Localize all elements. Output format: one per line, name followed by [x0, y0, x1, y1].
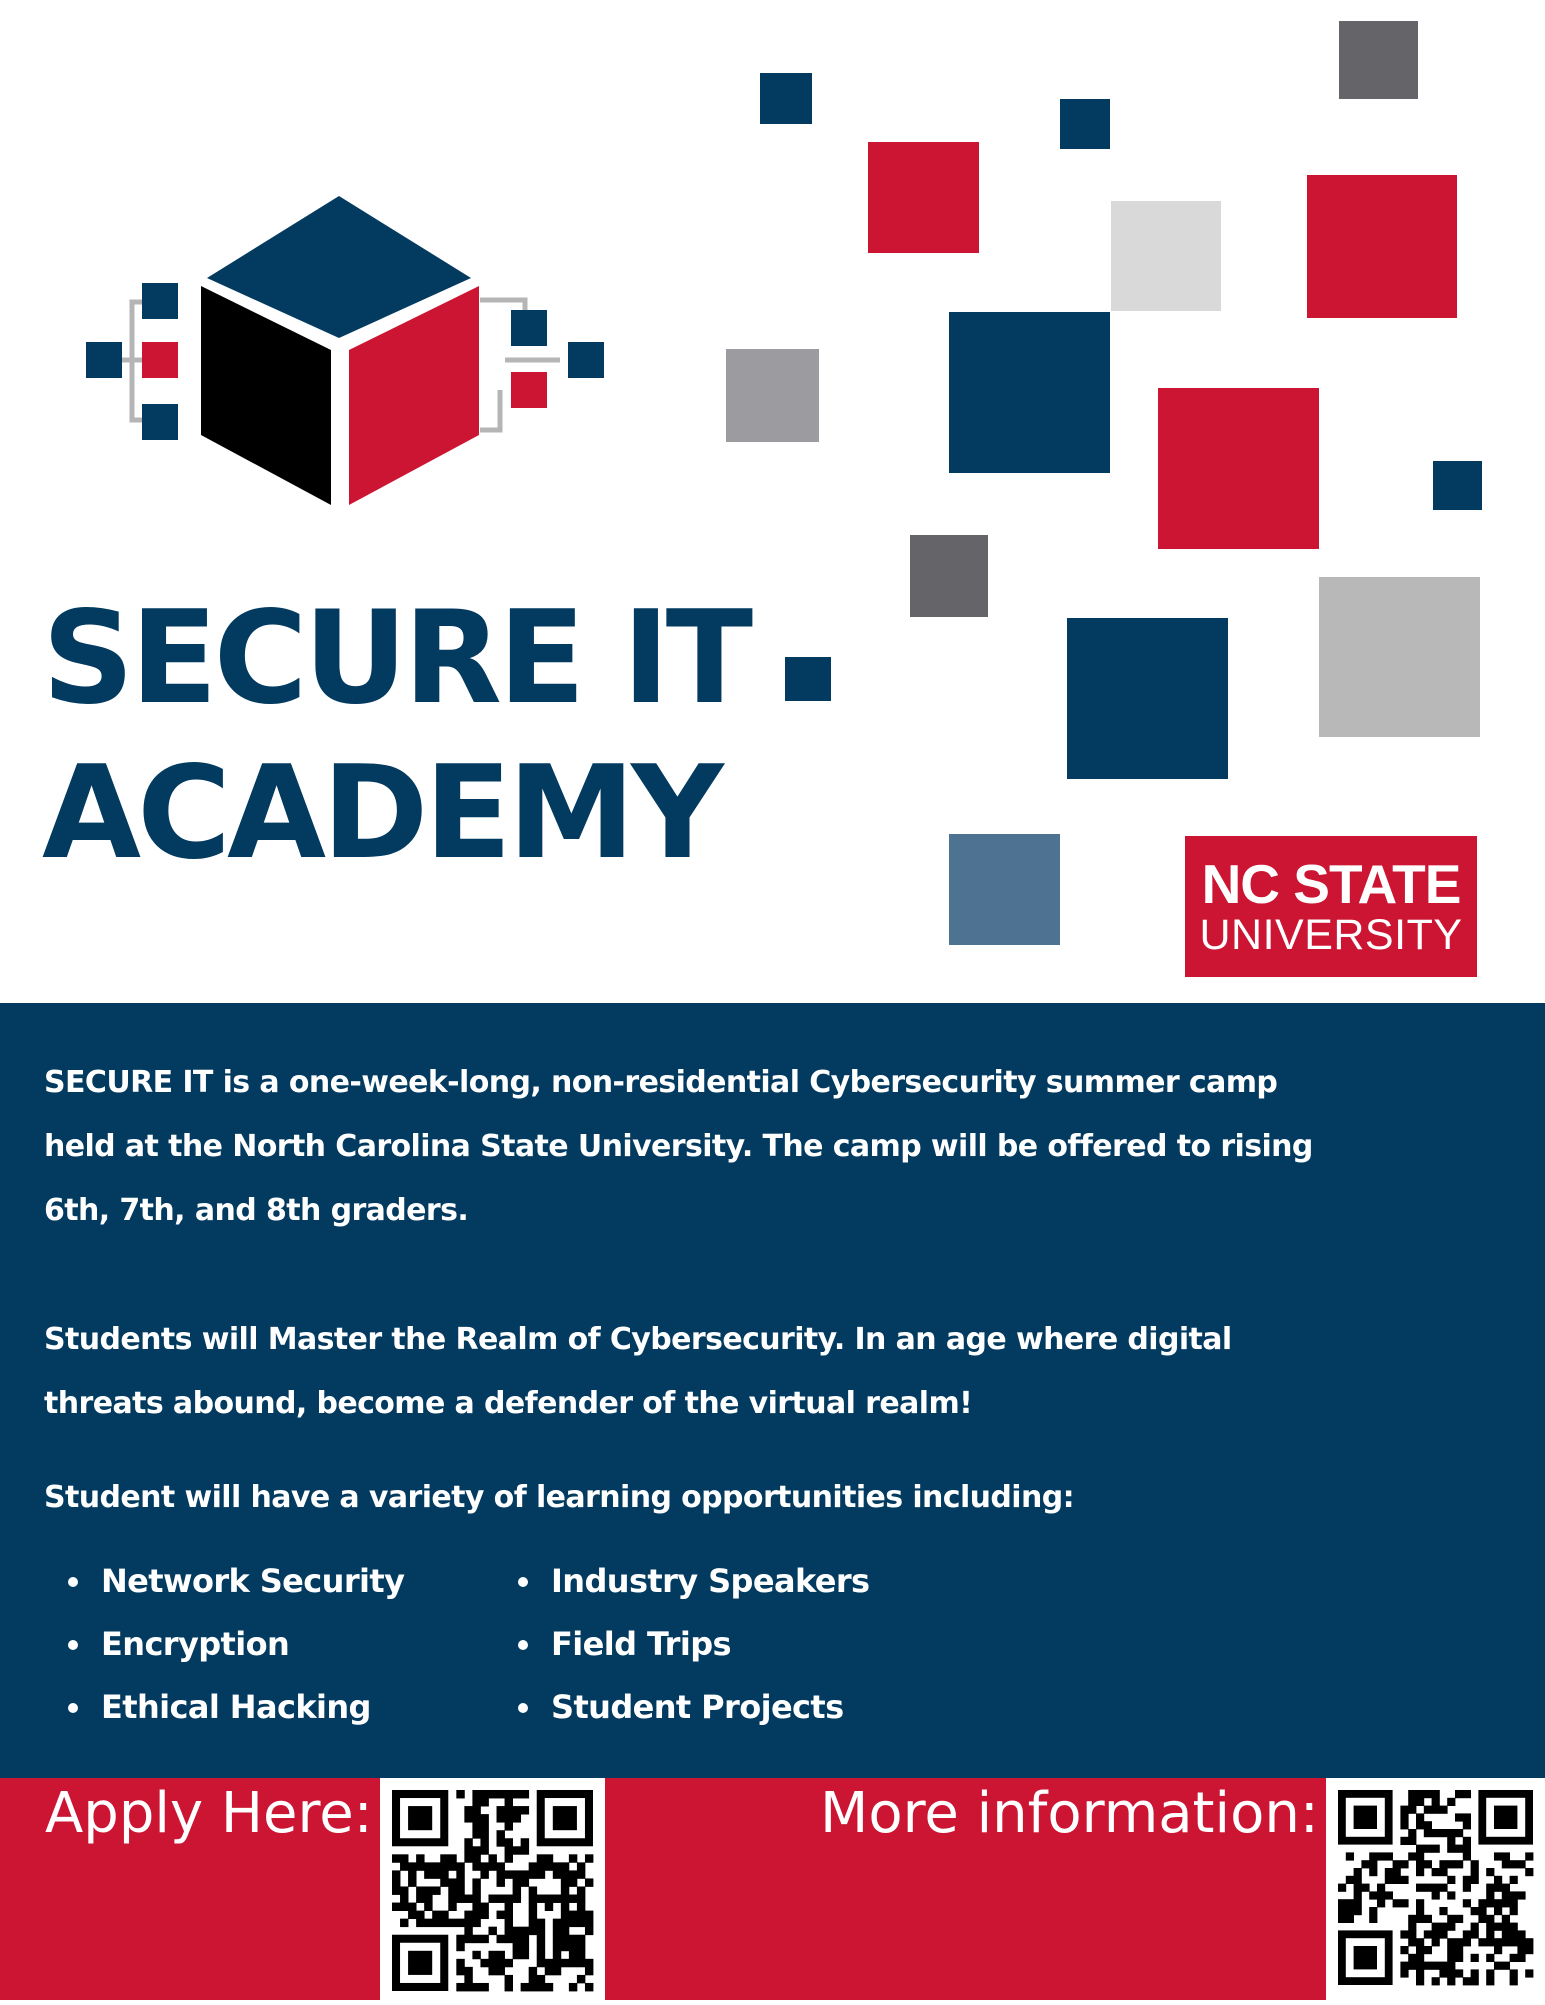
deco-square	[868, 142, 979, 253]
deco-square	[1067, 618, 1228, 779]
title-line-1: SECURE IT	[42, 584, 749, 733]
logo-line-2: UNIVERSITY	[1199, 911, 1463, 959]
apply-qr-code[interactable]	[380, 1778, 605, 2000]
deco-square	[1111, 201, 1221, 311]
list-item: Industry Speakers	[495, 1561, 870, 1624]
deco-square	[949, 834, 1060, 945]
list-item: Encryption	[45, 1624, 404, 1687]
deco-square	[726, 349, 819, 442]
description-paragraph-1: SECURE IT is a one-week-long, non-residential Cybersecurity summer camp held at the North Carolina State University. The camp will be offered to rising 6th, 7th, and 8th graders.	[44, 1065, 1313, 1228]
title-line-2: ACADEMY	[42, 739, 720, 888]
deco-square	[760, 73, 812, 124]
cube-circuit-icon	[80, 190, 610, 520]
title-square	[785, 657, 830, 701]
deco-square	[949, 312, 1110, 473]
deco-square	[1307, 175, 1457, 318]
description-paragraph-3: Student will have a variety of learning opportunities including:	[44, 1480, 1074, 1515]
qr-code-icon	[380, 1778, 605, 2000]
list-item: Field Trips	[495, 1624, 870, 1687]
more-info-label: More information:	[820, 1781, 1319, 1846]
opportunities-list-left	[45, 1561, 404, 1750]
more-info-qr-code[interactable]	[1326, 1778, 1545, 2000]
opportunities-list-right	[495, 1561, 870, 1750]
deco-square	[1060, 99, 1110, 149]
list-item: Ethical Hacking	[45, 1687, 404, 1750]
nc-state-university-logo	[1185, 836, 1477, 977]
description-paragraph-2: Students will Master the Realm of Cybersecurity. In an age where digital threats abound, become a defender of the virtual realm!	[44, 1322, 1232, 1421]
list-item: Student Projects	[495, 1687, 870, 1750]
qr-code-icon	[1326, 1778, 1545, 2000]
apply-label: Apply Here:	[45, 1781, 373, 1846]
deco-square	[1158, 388, 1319, 549]
deco-square	[1339, 21, 1418, 99]
deco-square	[1433, 461, 1482, 510]
list-item: Network Security	[45, 1561, 404, 1624]
logo-line-1: NC STATE	[1201, 853, 1461, 915]
deco-square	[1319, 577, 1480, 737]
deco-square	[910, 535, 988, 617]
